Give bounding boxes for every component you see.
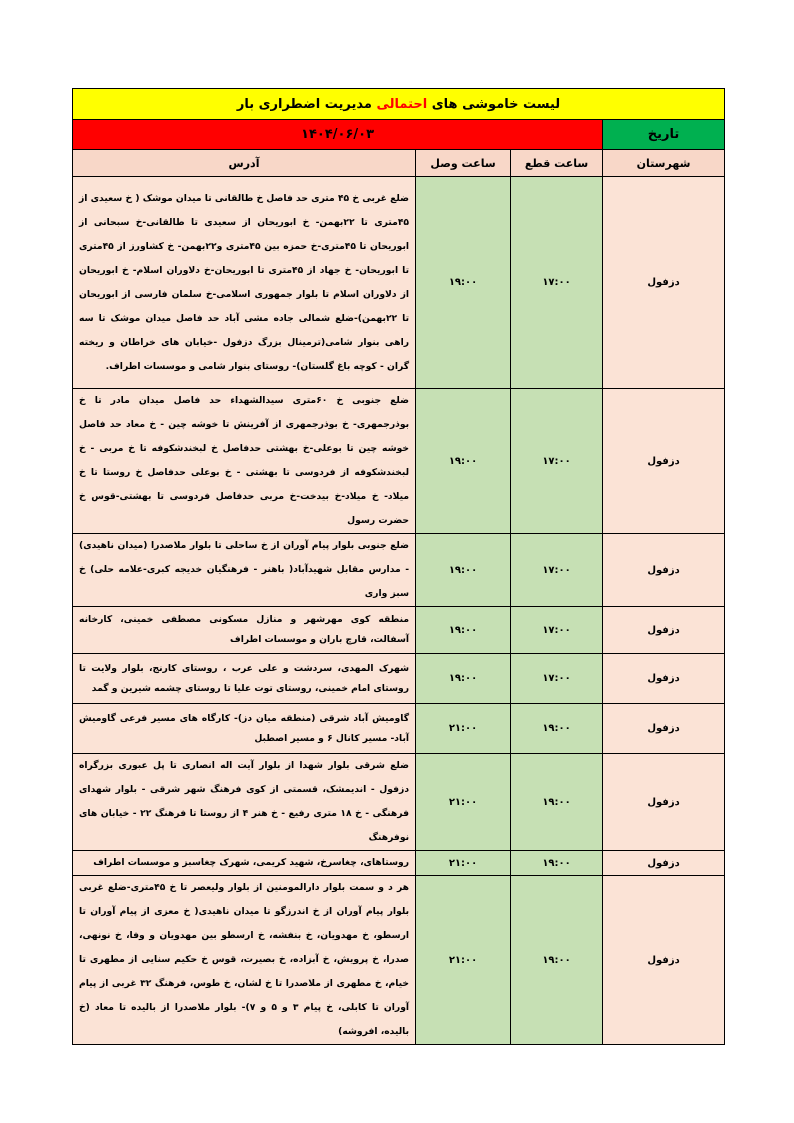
date-label: تاریخ xyxy=(603,120,725,150)
cut-time-cell: ۱۷:۰۰ xyxy=(511,654,603,704)
address-cell: منطقه کوی مهرشهر و منازل مسکونی مصطفی خمینی، کارخانه آسفالت، قارچ باران و موسسات اطراف xyxy=(73,607,416,654)
city-cell: دزفول xyxy=(603,389,725,534)
connect-time-cell: ۱۹:۰۰ xyxy=(416,534,511,607)
address-cell: گاومیش آباد شرقی (منطقه میان دز)- کارگاه های مسیر فرعی گاومیش آباد- مسیر کانال ۶ و مسیر اصطبل xyxy=(73,704,416,754)
address-cell: ضلع شرقی بلوار شهدا از بلوار آیت اله انصاری تا پل عبوری بزرگراه دزفول - اندیمشک، قسمتی از کوی فرهنگ شهر شرقی - بلوار شهدای فرهنگی - خ ۱۸ متری رفیع - خ هنر ۴ از روستا تا فرهنگ ۲۲ - خیابان های نوفرهنگ xyxy=(73,754,416,851)
table-row xyxy=(73,754,725,851)
table-row xyxy=(73,607,725,654)
cut-time-cell: ۱۷:۰۰ xyxy=(511,534,603,607)
connect-time-cell: ۲۱:۰۰ xyxy=(416,754,511,851)
table-row xyxy=(73,851,725,876)
table-row xyxy=(73,654,725,704)
connect-time-cell: ۲۱:۰۰ xyxy=(416,851,511,876)
city-cell: دزفول xyxy=(603,704,725,754)
city-cell: دزفول xyxy=(603,607,725,654)
table-row xyxy=(73,177,725,389)
cut-time-cell: ۱۹:۰۰ xyxy=(511,704,603,754)
table-row xyxy=(73,534,725,607)
cut-time-cell: ۱۹:۰۰ xyxy=(511,851,603,876)
outage-table xyxy=(72,88,725,1045)
table-row xyxy=(73,704,725,754)
connect-time-cell: ۲۱:۰۰ xyxy=(416,876,511,1045)
title-part1: لیست خاموشی های xyxy=(431,96,561,112)
cut-time-cell: ۱۹:۰۰ xyxy=(511,876,603,1045)
header-address: آدرس xyxy=(73,150,416,177)
address-cell: ضلع جنوبی خ ۶۰متری سیدالشهداء حد فاصل میدان مادر تا خ بوذرجمهری- خ بوذرجمهری از آفرینش تا خوشه چین - خ معاد حد فاصل خوشه چین تا بوعلی-خ بهشتی حدفاصل خ لبخندشکوفه تا خ مربی - خ لبخندشکوفه از فردوسی تا بهشتی - خ بوعلی حدفاصل خ روستا تا خ میلاد- خ میلاد-خ بیدخت-خ مربی حدفاصل فردوسی تا بهشتی-قوس خ حضرت رسول xyxy=(73,389,416,534)
header-connect-time: ساعت وصل xyxy=(416,150,511,177)
connect-time-cell: ۱۹:۰۰ xyxy=(416,654,511,704)
title-accent: احتمالی xyxy=(376,96,428,112)
city-cell: دزفول xyxy=(603,851,725,876)
cut-time-cell: ۱۷:۰۰ xyxy=(511,607,603,654)
header-row xyxy=(73,150,725,177)
title-part2: مدیریت اضطراری بار xyxy=(236,96,372,112)
cut-time-cell: ۱۹:۰۰ xyxy=(511,754,603,851)
city-cell: دزفول xyxy=(603,754,725,851)
connect-time-cell: ۲۱:۰۰ xyxy=(416,704,511,754)
cut-time-cell: ۱۷:۰۰ xyxy=(511,389,603,534)
city-cell: دزفول xyxy=(603,534,725,607)
address-cell: شهرک المهدی، سردشت و علی عرب ، روستای کارنج، بلوار ولایت تا روستای امام خمینی، روستای توت علیا تا روستای چشمه شیرین و گمد xyxy=(73,654,416,704)
city-cell: دزفول xyxy=(603,654,725,704)
table-row xyxy=(73,389,725,534)
connect-time-cell: ۱۹:۰۰ xyxy=(416,389,511,534)
header-city: شهرستان xyxy=(603,150,725,177)
date-row xyxy=(73,120,725,150)
table-row xyxy=(73,876,725,1045)
city-cell: دزفول xyxy=(603,876,725,1045)
connect-time-cell: ۱۹:۰۰ xyxy=(416,607,511,654)
header-cut-time: ساعت قطع xyxy=(511,150,603,177)
connect-time-cell: ۱۹:۰۰ xyxy=(416,177,511,389)
title-row xyxy=(73,89,725,120)
table-title xyxy=(73,89,725,120)
address-cell: ضلع جنوبی بلوار پیام آوران از خ ساحلی تا بلوار ملاصدرا (میدان ناهیدی) - مدارس مقابل شهیدآباد( باهنر - فرهنگیان خدیجه کبری-علامه حلی) خ سبز واری xyxy=(73,534,416,607)
city-cell: دزفول xyxy=(603,177,725,389)
address-cell: روستاهای، چغاسرخ، شهید کریمی، شهرک چغاسبز و موسسات اطراف xyxy=(73,851,416,876)
address-cell: هر د و سمت بلوار دارالمومنین از بلوار ولیعصر تا خ ۴۵متری-ضلع غربی بلوار پیام آوران از خ اندرزگو تا میدان ناهیدی( خ معزی از پیام آوران تا ارسطو، خ مهدویان، خ بنفشه، خ ارسطو بین مهدویان و وفا، خ نونهی، صدرا، خ پرویش، خ آبزاده، خ بصیرت، قوس خ حکیم سنایی از مطهری تا خیام، خ مطهری از ملاصدرا تا خ لشان، خ طوس، فرهنگ ۳۲ غربی از پیام آوران تا کابلی، خ پیام ۳ و ۵ و ۷)- بلوار ملاصدرا از بالیده تا معاد (خ بالیده، افروشه) xyxy=(73,876,416,1045)
cut-time-cell: ۱۷:۰۰ xyxy=(511,177,603,389)
date-value: ۱۴۰۴/۰۶/۰۳ xyxy=(73,120,603,150)
address-cell: ضلع غربی خ ۴۵ متری حد فاصل خ طالقانی تا میدان موشک ( خ سعیدی از ۴۵متری تا ۲۲بهمن- خ ابوریحان از سعیدی تا طالقانی-خ سبحانی از ابوریحان تا ۴۵متری-خ حمزه بین ۴۵متری و۲۲بهمن- خ کشاورز از ۴۵متری تا ابوریحان- خ جهاد از ۴۵متری تا ابوریحان-خ دلاوران اسلام- خ ابوریحان از دلاوران اسلام تا بلوار جمهوری اسلامی-خ سلمان فارسی از ابوریحان تا ۲۲بهمن)-ضلع شمالی جاده مشی آباد حد فاصل میدان موشک تا سه راهی بنوار شامی(ترمینال بزرگ دزفول -خیابان های خراطان و ریخته گران - کوچه باغ گلستان)- روستای بنوار شامی و موسسات اطراف. xyxy=(73,177,416,389)
